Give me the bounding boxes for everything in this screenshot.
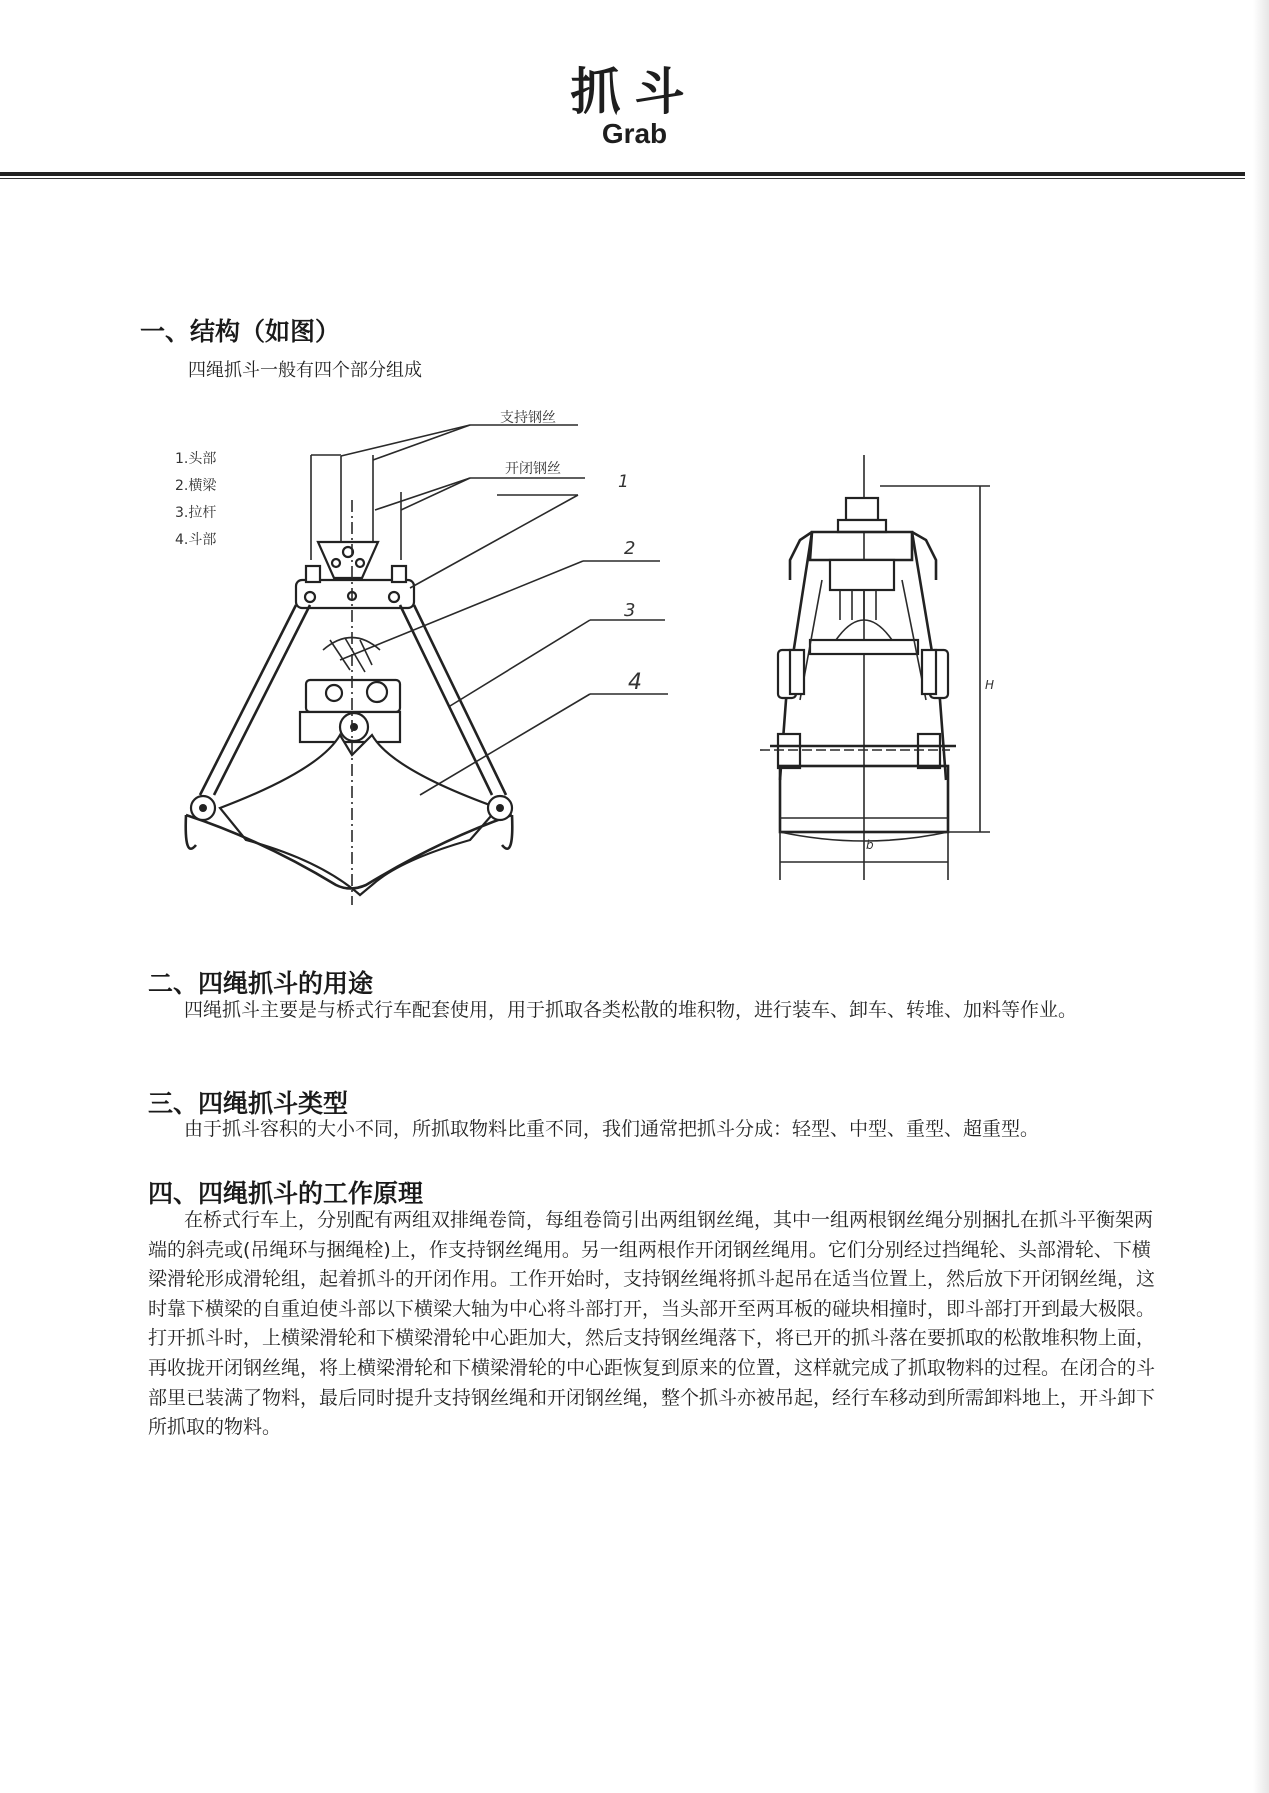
page-title: 抓斗	[570, 63, 699, 121]
callout-2: 2	[624, 538, 636, 559]
dim-label-height: H	[985, 678, 995, 692]
section2-text: 四绳抓斗主要是与桥式行车配套使用，用于抓取各类松散的堆积物，进行装车、卸车、转堆、加料等作业。	[184, 999, 1078, 1021]
part-item: 4.斗部	[175, 532, 217, 548]
dim-label-width: b	[866, 838, 874, 852]
callout-4: 4	[628, 670, 642, 695]
section1-heading: 一、结构（如图）	[140, 317, 341, 346]
front-view	[186, 425, 668, 905]
section1-intro: 四绳抓斗一般有四个部分组成	[188, 360, 422, 381]
part-item: 3.拉杆	[175, 505, 217, 521]
part-item: 1.头部	[175, 451, 217, 467]
section4-heading: 四、四绳抓斗的工作原理	[148, 1179, 424, 1208]
section4-text: 在桥式行车上，分别配有两组双排绳卷筒，每组卷筒引出两组钢丝绳，其中一组两根钢丝绳分别捆扎在抓斗平衡架两端的斜壳或(吊绳环与捆绳栓)上，作支持钢丝绳用。另一组两根作开闭钢丝绳用。它们分别经过挡绳轮、头部滑轮、下横梁滑轮形成滑轮组，起着抓斗的开闭作用。工作开始时，支持钢丝绳将抓斗起吊在适当位置上，然后放下开闭钢丝绳，这时靠下横梁的自重迫使斗部以下横梁大轴为中心将斗部打开，当头部开至两耳板的碰块相撞时，即斗部打开到最大极限。打开抓斗时，上横梁滑轮和下横梁滑轮中心距加大，然后支持钢丝绳落下，将已开的抓斗落在要抓取的松散堆积物上面，再收拢开闭钢丝绳，将上横梁滑轮和下横梁滑轮的中心距恢复到原来的位置，这样就完成了抓取物料的过程。在闭合的斗部里已装满了物料，最后同时提升支持钢丝绳和开闭钢丝绳，整个抓斗亦被吊起，经行车移动到所需卸料地上，开斗卸下所抓取的物料。	[148, 1209, 1156, 1439]
part-item: 2.横梁	[175, 478, 217, 494]
callout-1: 1	[618, 472, 629, 492]
side-view	[760, 455, 990, 880]
page-subtitle: Grab	[601, 118, 668, 149]
section3-text: 由于抓斗容积的大小不同，所抓取物料比重不同，我们通常把抓斗分成：轻型、中型、重型、超重型。	[184, 1118, 1040, 1140]
label-support-wire: 支持钢丝	[500, 410, 556, 426]
section2-heading: 二、四绳抓斗的用途	[148, 969, 374, 998]
section3-heading: 三、四绳抓斗类型	[148, 1089, 349, 1118]
callout-3: 3	[624, 600, 636, 621]
label-open-close-wire: 开闭钢丝	[505, 461, 561, 477]
